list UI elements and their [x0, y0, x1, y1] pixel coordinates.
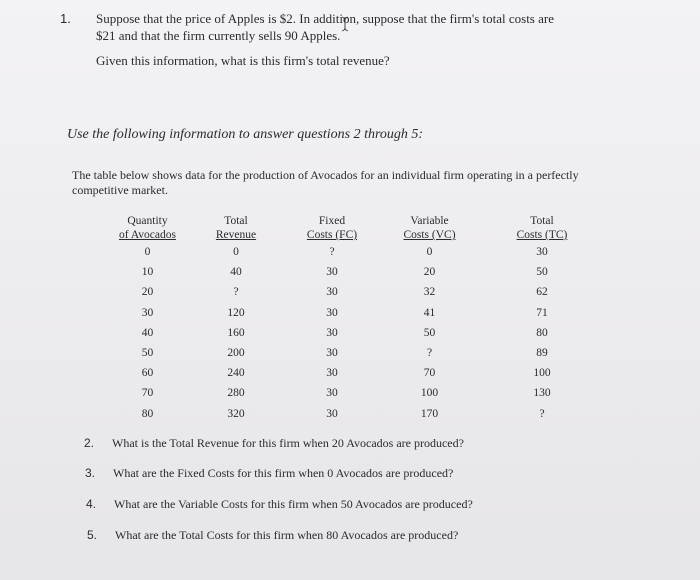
- header-total-costs-line-1: Total: [530, 215, 554, 227]
- question-3-text: What are the Fixed Costs for this firm when 0 Avocados are produced?: [113, 466, 454, 480]
- table-cell-quantity: 20: [141, 286, 154, 299]
- header-fixed-costs-line-1: Fixed: [318, 215, 346, 227]
- table-cell-total-revenue: 200: [227, 347, 245, 360]
- header-total-revenue-line-1: Total: [224, 215, 248, 227]
- header-variable-costs-line-1: Variable: [410, 215, 449, 227]
- table-cell-fixed-costs: ?: [329, 246, 335, 259]
- table-cell-total-revenue: 280: [227, 387, 245, 400]
- header-variable-costs-line-2: Costs (VC): [403, 229, 456, 241]
- table-cell-total-costs: 30: [536, 246, 548, 259]
- table-cell-quantity: 80: [141, 407, 154, 420]
- table-cell-fixed-costs: 30: [326, 407, 338, 420]
- question-1-line-2: $21 and that the firm currently sells 90 Apples.: [96, 28, 341, 43]
- instruction-heading: Use the following information to answer questions 2 through 5:: [67, 127, 424, 142]
- table-cell-total-costs: 100: [533, 367, 551, 380]
- table-cell-quantity: 70: [141, 387, 154, 400]
- table-cell-variable-costs: 50: [423, 326, 436, 339]
- table-cell-fixed-costs: 30: [326, 367, 338, 380]
- question-5-text: What are the Total Costs for this firm when 80 Avocados are produced?: [115, 528, 459, 542]
- table-cell-fixed-costs: 30: [326, 306, 338, 319]
- header-total-revenue-line-2: Revenue: [215, 229, 257, 241]
- question-5-number: 5.: [87, 528, 98, 542]
- table-cell-total-costs: 130: [533, 387, 551, 400]
- table-cell-total-revenue: ?: [233, 286, 239, 299]
- table-intro: The table below shows data for the production of Avocados for an individual firm operating in a perfectly competitive market.: [72, 168, 579, 197]
- table-cell-total-costs: 89: [536, 347, 548, 360]
- question-3-number: 3.: [85, 466, 96, 480]
- header-fixed-costs-line-2: Costs (FC): [306, 229, 358, 241]
- table-cell-variable-costs: 70: [423, 367, 436, 380]
- table-cell-fixed-costs: 30: [326, 347, 338, 360]
- question-4-number: 4.: [86, 497, 97, 511]
- question-1-line-1: Suppose that the price of Apples is $2. In addition, suppose that the firm's total costs are: [96, 11, 554, 26]
- table-cell-total-costs: 50: [536, 266, 548, 279]
- table-cell-variable-costs: 20: [423, 266, 436, 279]
- table-cell-quantity: 50: [141, 347, 154, 360]
- table-cell-quantity: 40: [141, 326, 154, 339]
- header-quantity-line-1: Quantity: [127, 215, 168, 227]
- table-cell-total-revenue: 240: [227, 367, 245, 380]
- table-cell-total-costs: 80: [536, 326, 548, 339]
- table-cell-quantity: 10: [141, 266, 154, 279]
- table-cell-fixed-costs: 30: [326, 266, 338, 279]
- table-cell-variable-costs: 41: [423, 306, 436, 319]
- table-cell-fixed-costs: 30: [326, 286, 338, 299]
- table-cell-variable-costs: 100: [420, 387, 439, 400]
- table-cell-total-revenue: 320: [227, 407, 245, 420]
- table-cell-fixed-costs: 30: [326, 387, 338, 400]
- header-quantity-line-2: of Avocados: [119, 229, 176, 241]
- table-cell-fixed-costs: 30: [326, 326, 338, 339]
- question-2-text: What is the Total Revenue for this firm when 20 Avocados are produced?: [112, 436, 464, 450]
- table-cell-variable-costs: 32: [423, 286, 436, 299]
- question-1-number: 1.: [60, 11, 71, 26]
- table-cell-total-costs: 62: [536, 286, 548, 299]
- table-cell-variable-costs: 0: [426, 246, 433, 259]
- header-total-costs-line-2: Costs (TC): [516, 229, 568, 241]
- table-cell-total-costs: ?: [539, 407, 545, 420]
- question-1-ask: Given this information, what is this firm's total revenue?: [96, 53, 390, 68]
- table-cell-variable-costs: ?: [426, 347, 433, 360]
- table-cell-quantity: 60: [141, 367, 154, 380]
- table-cell-total-revenue: 120: [227, 306, 245, 319]
- table-cell-total-revenue: 0: [233, 246, 239, 259]
- question-2-number: 2.: [84, 436, 95, 450]
- table-cell-variable-costs: 170: [420, 407, 439, 420]
- table-cell-total-revenue: 160: [227, 326, 245, 339]
- table-cell-quantity: 30: [141, 306, 154, 319]
- question-4-text: What are the Variable Costs for this firm when 50 Avocados are produced?: [114, 497, 473, 511]
- table-cell-total-revenue: 40: [230, 266, 242, 279]
- table-cell-quantity: 0: [144, 246, 151, 259]
- table-cell-total-costs: 71: [536, 306, 548, 319]
